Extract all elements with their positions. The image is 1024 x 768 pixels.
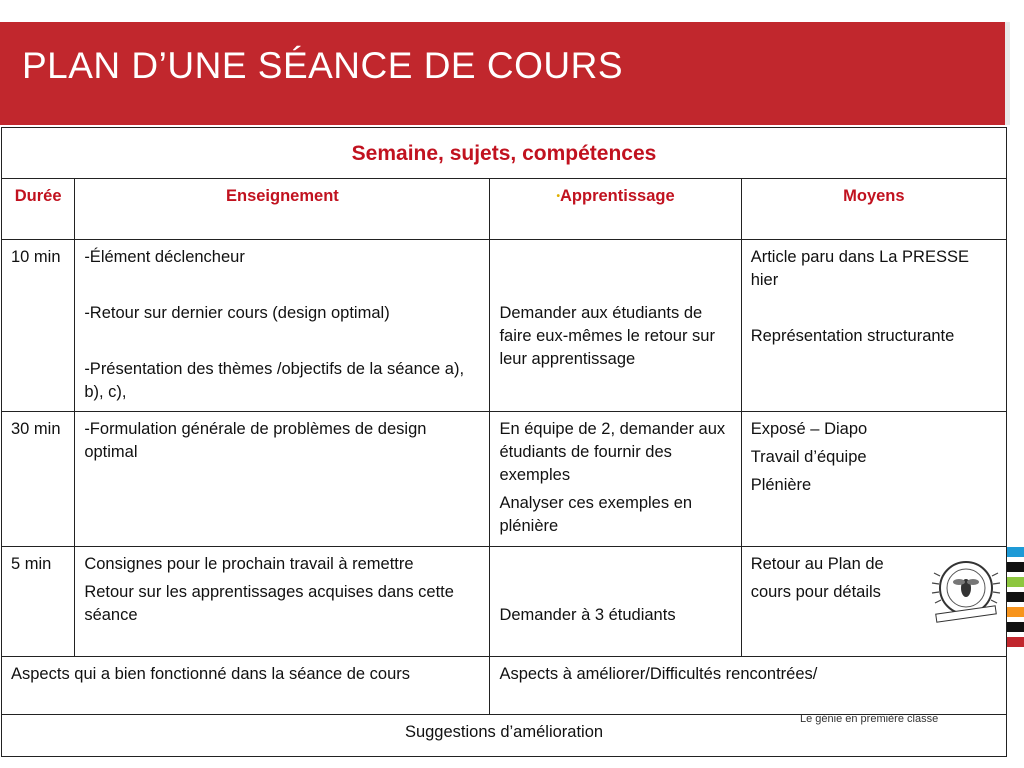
moyens-line: Article paru dans La PRESSE hier (750, 248, 969, 289)
apprentissage-line: Demander aux étudiants de faire eux-mêmes le retour sur leur apprentissage (499, 304, 715, 368)
duree-cell: 5 min (2, 547, 75, 657)
column-header-apprentissage-cell (490, 179, 741, 240)
moyens-line: Plénière (750, 476, 812, 494)
moyens-line: Exposé – Diapo (750, 420, 868, 438)
school-seal-icon (930, 556, 1002, 624)
course-plan-table (1, 127, 1007, 757)
apprentissage-cell (490, 240, 741, 412)
moyens-line: Représentation structurante (750, 327, 955, 345)
suggestions-cell: Suggestions d’amélioration (2, 715, 1007, 757)
duree-cell: 10 min (2, 240, 75, 412)
stripe-blue (1007, 547, 1024, 557)
enseignement-cell (75, 547, 490, 657)
apprentissage-line: Analyser ces exemples en plénière (499, 494, 693, 535)
banner-shadow (1005, 22, 1010, 125)
slide-title: PLAN D’UNE SÉANCE DE COURS (22, 45, 624, 86)
stripe-red (1007, 637, 1024, 647)
enseignement-line: -Présentation des thèmes /objectifs de la séance a), b), c), (84, 360, 465, 401)
enseignement-line: -Retour sur dernier cours (design optimal) (84, 304, 390, 322)
moyens-cell (741, 412, 1006, 547)
enseignement-cell (75, 240, 490, 412)
bullet-dot-icon: • (556, 191, 561, 202)
aspects-positifs-cell: Aspects qui a bien fonctionné dans la séance de cours (2, 657, 490, 715)
apprentissage-cell (490, 412, 741, 547)
column-header-row (2, 179, 1007, 240)
column-header-enseignement: Enseignement (75, 179, 490, 240)
apprentissage-line: Demander à 3 étudiants (499, 606, 676, 624)
table-row (2, 547, 1007, 657)
moyens-line: Retour au Plan de (750, 555, 884, 573)
enseignement-line: Consignes pour le prochain travail à remettre (84, 555, 414, 573)
stripe-black (1007, 562, 1024, 572)
moyens-line: Travail d’équipe (750, 448, 867, 466)
stripe-black (1007, 592, 1024, 602)
color-stripes (1007, 547, 1024, 652)
table-title-row (2, 128, 1007, 179)
apprentissage-cell (490, 547, 741, 657)
duree-cell: 30 min (2, 412, 75, 547)
footer-tagline: Le génie en première classe (800, 713, 939, 725)
column-header-apprentissage: Apprentissage (560, 187, 675, 205)
table-row (2, 412, 1007, 547)
column-header-duree: Durée (2, 179, 75, 240)
enseignement-line: -Élément déclencheur (84, 248, 245, 266)
enseignement-line: Retour sur les apprentissages acquises dans cette séance (84, 583, 454, 624)
aspects-ameliorer-cell: Aspects à améliorer/Difficultés rencontrées/ (490, 657, 1007, 715)
aspects-row (2, 657, 1007, 715)
column-header-moyens: Moyens (741, 179, 1006, 240)
table-row (2, 240, 1007, 412)
table-title: Semaine, sujets, compétences (2, 128, 1007, 179)
moyens-line: cours pour détails (750, 583, 881, 601)
stripe-orange (1007, 607, 1024, 617)
moyens-cell (741, 240, 1006, 412)
enseignement-cell (75, 412, 490, 547)
apprentissage-line: En équipe de 2, demander aux étudiants de fournir des exemples (499, 420, 726, 484)
stripe-green (1007, 577, 1024, 587)
enseignement-line: -Formulation générale de problèmes de design optimal (84, 420, 427, 461)
stripe-black (1007, 622, 1024, 632)
